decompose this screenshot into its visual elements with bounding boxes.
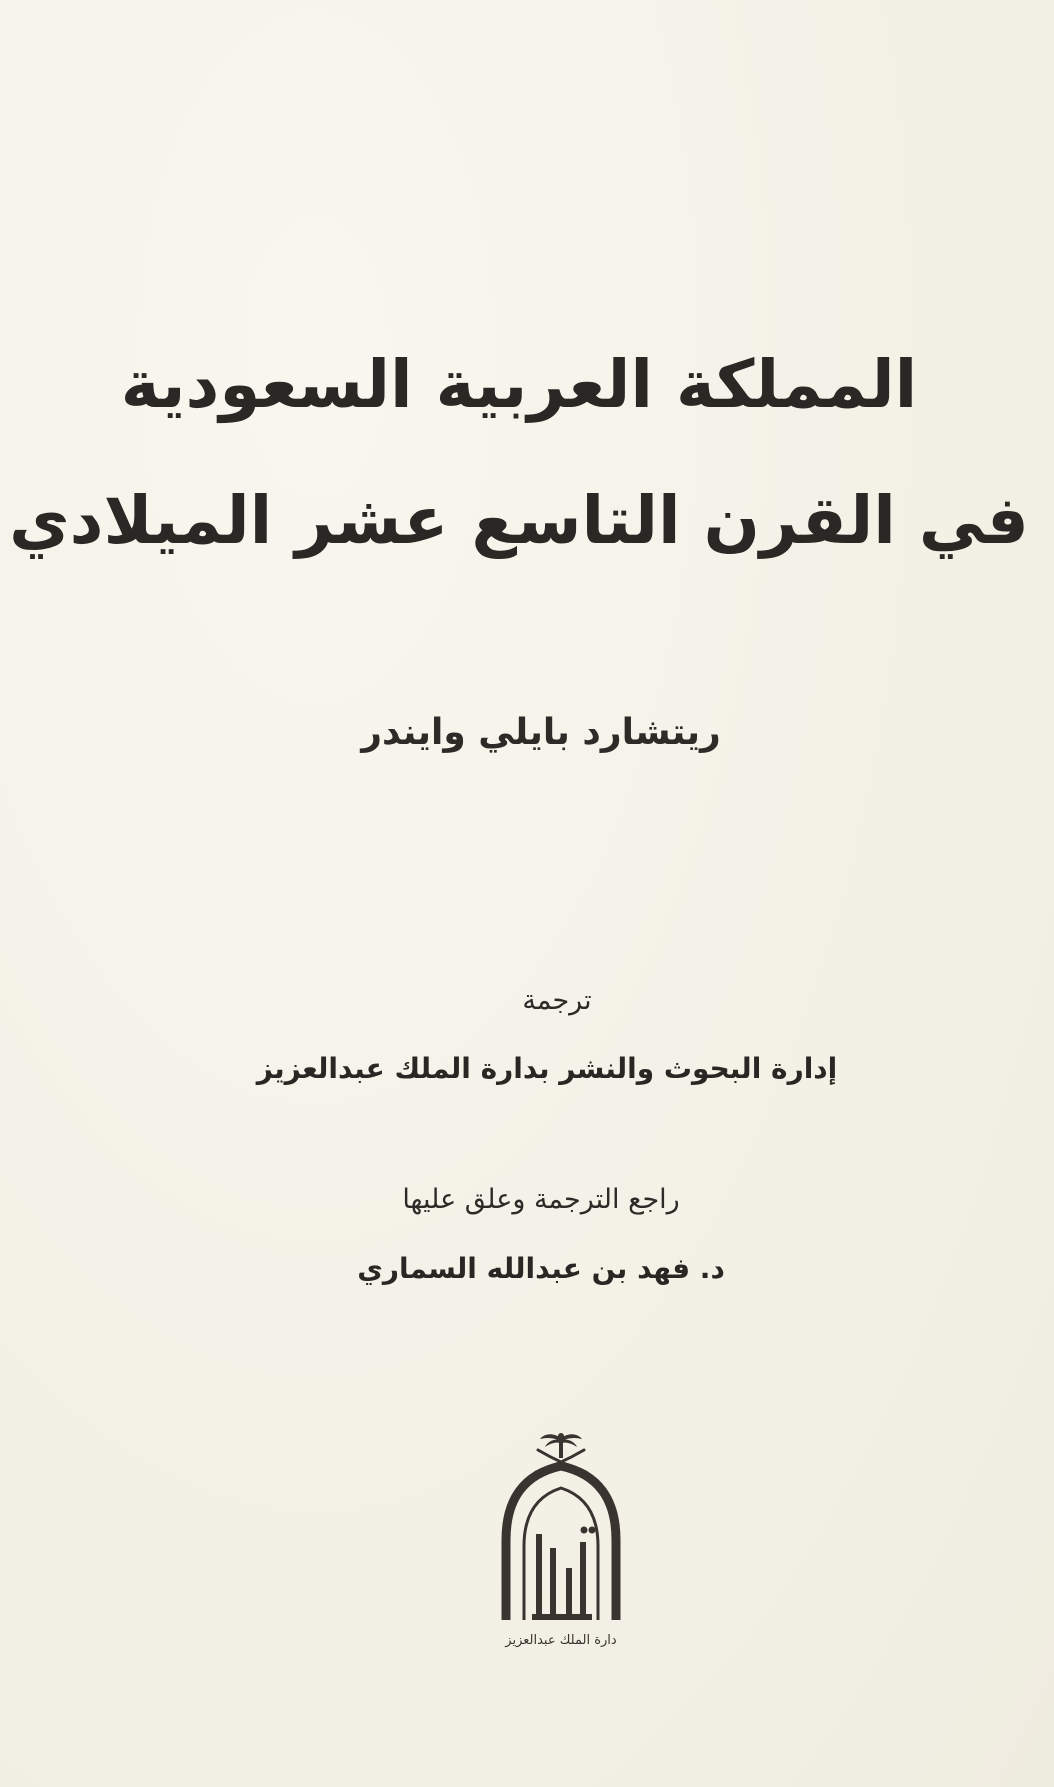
darah-logo — [492, 1430, 630, 1656]
translation-label: ترجمة — [522, 985, 592, 1016]
author-name: ريتشارد بايلي وايندر — [361, 712, 721, 753]
review-label: راجع الترجمة وعلق عليها — [402, 1184, 680, 1215]
reviewer-name: د. فهد بن عبدالله السماري — [357, 1252, 725, 1285]
translator-name: إدارة البحوث والنشر بدارة الملك عبدالعزيز — [256, 1052, 838, 1085]
wordmark-strokes — [532, 1527, 596, 1621]
arch-frame — [506, 1466, 616, 1620]
book-title-line-2: في القرن التاسع عشر الميلادي — [9, 482, 1029, 559]
book-title-line-1: المملكة العربية السعودية — [120, 346, 918, 423]
logo-caption: دارة الملك عبدالعزيز — [505, 1633, 617, 1648]
